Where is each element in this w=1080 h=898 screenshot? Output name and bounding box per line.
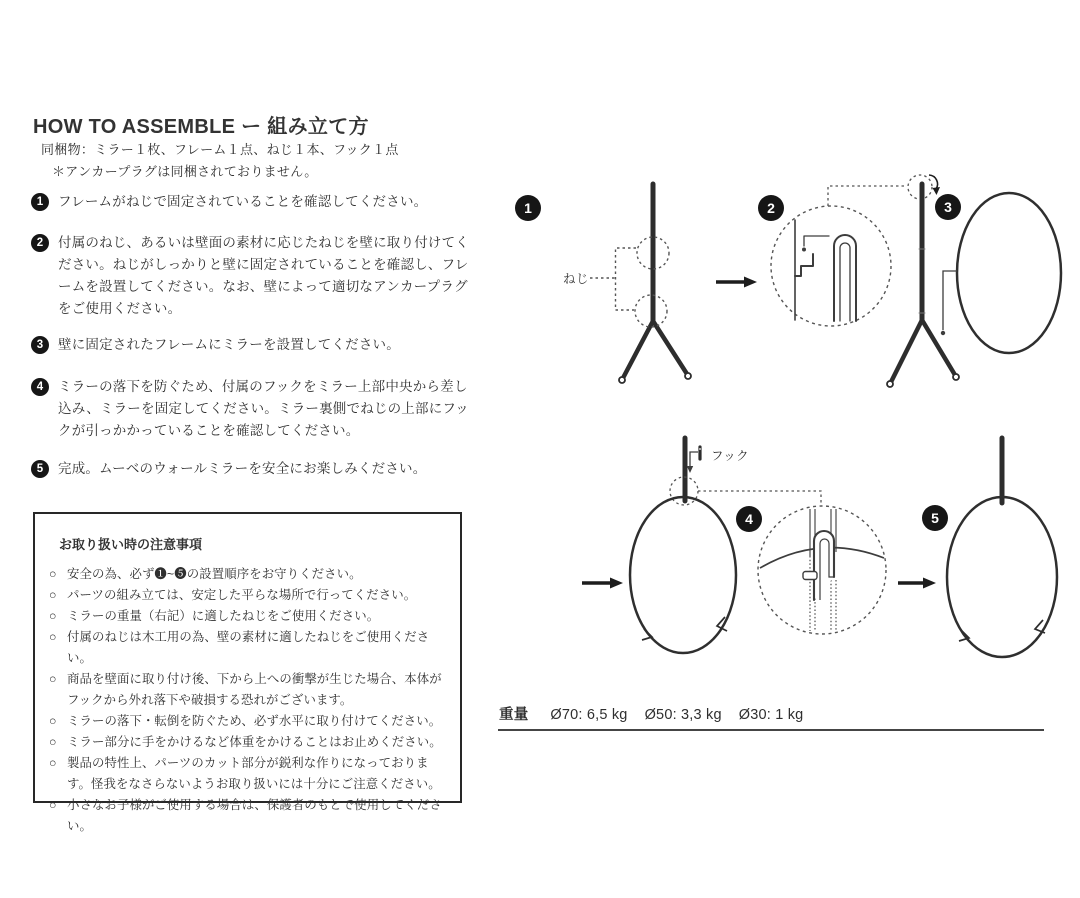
- screw-label: ねじ: [563, 272, 590, 286]
- step-item-5: [31, 458, 479, 480]
- circle-bullet-icon: ○: [49, 609, 57, 623]
- frame-foot: [619, 377, 625, 383]
- weight-value-30: Ø30: 1 kg: [738, 707, 804, 723]
- screw-dot: [651, 309, 655, 313]
- precaution-item: ○ 付属のねじは木工用の為、壁の素材に適したねじをご使用ください。: [49, 627, 447, 669]
- step-text: 壁に固定されたフレームにミラーを設置してください。: [58, 337, 400, 352]
- wall-screw-detail: [795, 220, 856, 321]
- frame-foot: [953, 374, 959, 380]
- insert-down-arrow-icon: [687, 452, 698, 473]
- step-1-badge: [515, 195, 541, 221]
- svg-text:5: 5: [931, 510, 939, 526]
- circle-bullet-icon: ○: [49, 756, 57, 770]
- weight-value-50: Ø50: 3,3 kg: [644, 707, 722, 723]
- diagram-step-4: [582, 438, 936, 653]
- hook-label: フック: [711, 449, 750, 463]
- svg-text:1: 1: [524, 200, 532, 216]
- svg-text:3: 3: [944, 199, 952, 215]
- precaution-item: ○ 製品の特性上、パーツのカット部分が鋭利な作りになっております。怪我をなさらないようお取り扱いには十分にご注意ください。: [49, 753, 447, 795]
- step-text: 完成。ムーベのウォールミラーを安全にお楽しみください。: [58, 461, 427, 476]
- precautions-title: お取り扱い時の注意事項: [59, 537, 203, 552]
- step-item-3: [31, 334, 479, 356]
- diagram-step-5: [922, 438, 1057, 657]
- diagram-step-1: [515, 184, 757, 383]
- frame-foot: [685, 373, 691, 379]
- step-number-badge: 3: [31, 336, 49, 354]
- step-4-badge: [736, 506, 762, 532]
- hook-magnifier-detail: [758, 506, 886, 634]
- circle-bullet-icon: ○: [49, 588, 57, 602]
- weight-divider-line: [498, 729, 1044, 731]
- precaution-item: ○ 安全の為、必ず❶~❺の設置順序をお守りください。: [49, 564, 447, 585]
- page-title: HOW TO ASSEMBLE ー 組み立て方: [33, 116, 369, 138]
- precaution-item: ○ ミラー部分に手をかけるなど体重をかけることはお止めください。: [49, 732, 447, 753]
- precaution-item: ○ ミラーの重量（右記）に適したねじをご使用ください。: [49, 606, 447, 627]
- precaution-item: ○ ミラーの落下・転倒を防ぐため、必ず水平に取り付けてください。: [49, 711, 447, 732]
- step-number-badge: 2: [31, 234, 49, 252]
- included-items-line: 同梱物：ミラー１枚、フレーム１点、ねじ１本、フック１点: [41, 142, 399, 157]
- callout-connector-line: [698, 491, 821, 503]
- circle-bullet-icon: ○: [49, 672, 57, 686]
- circle-bullet-icon: ○: [49, 567, 57, 581]
- precaution-item: ○ 商品を壁面に取り付け後、下から上への衝撃が生じた場合、本体がフックから外れ落下や破損する恐れがございます。: [49, 669, 447, 711]
- screw-dot: [651, 251, 655, 255]
- step-text: ミラーの落下を防ぐため、付属のフックをミラー上部中央から差し込み、ミラーを固定してください。ミラー裏側でねじの上部にフックが引っかかっていることを確認してください。: [58, 379, 469, 438]
- magnifier-circle: [771, 206, 891, 326]
- svg-text:4: 4: [745, 511, 753, 527]
- screw-callout: [590, 237, 669, 327]
- circle-bullet-icon: ○: [49, 630, 57, 644]
- circle-bullet-icon: ○: [49, 735, 57, 749]
- step-number-badge: 4: [31, 378, 49, 396]
- connector-dot: [941, 331, 945, 335]
- frame-foot: [887, 381, 893, 387]
- weight-value-70: Ø70: 6,5 kg: [550, 707, 628, 723]
- svg-text:2: 2: [767, 200, 775, 216]
- step-text: 付属のねじ、あるいは壁面の素材に応じたねじを壁に取り付けてください。ねじがしっかりと壁に固定されていることを確認し、フレームを設置してください。なお、壁によって適切なアンカープラグをご使用ください。: [58, 235, 469, 316]
- handling-precautions-box: [33, 512, 462, 833]
- anchor-plug-note: ＊アンカープラグは同梱されておりません。: [52, 164, 318, 179]
- step-text: フレームがねじで固定されていることを確認してください。: [58, 194, 428, 209]
- step-number-badge: 1: [31, 193, 49, 211]
- right-arrow-icon: [582, 578, 623, 589]
- rotate-arrow-icon: [929, 175, 940, 195]
- weight-label: 重量: [499, 707, 529, 723]
- mirror-illustration: [630, 497, 736, 653]
- hook-icon: [699, 447, 701, 459]
- placement-connector-line: [943, 271, 957, 330]
- right-arrow-icon: [716, 277, 757, 288]
- circle-bullet-icon: ○: [49, 714, 57, 728]
- precaution-item: ○ 小さなお子様がご使用する場合は、保護者のもとで使用してください。: [49, 795, 447, 837]
- step-item-4: [31, 376, 479, 442]
- step-item-2: [31, 232, 479, 320]
- circle-bullet-icon: ○: [49, 798, 57, 812]
- diagram-step-2: [758, 175, 959, 387]
- step-5-badge: [922, 505, 948, 531]
- step-item-1: [31, 191, 479, 213]
- screw-head-shape: [803, 572, 817, 580]
- callout-connector-line: [828, 186, 906, 206]
- right-arrow-icon: [898, 578, 936, 589]
- frame-illustration: [619, 184, 691, 383]
- mirror-illustration: [957, 193, 1061, 353]
- step-2-badge: [758, 195, 784, 221]
- precaution-item: ○ パーツの組み立ては、安定した平らな場所で行ってください。: [49, 585, 447, 606]
- step-number-badge: 5: [31, 460, 49, 478]
- precautions-list: [49, 564, 447, 837]
- assembly-diagrams: [480, 148, 1080, 710]
- step-3-badge: [935, 194, 961, 220]
- diagram-step-3: [935, 193, 1061, 353]
- safety-hook-shape: [814, 531, 834, 600]
